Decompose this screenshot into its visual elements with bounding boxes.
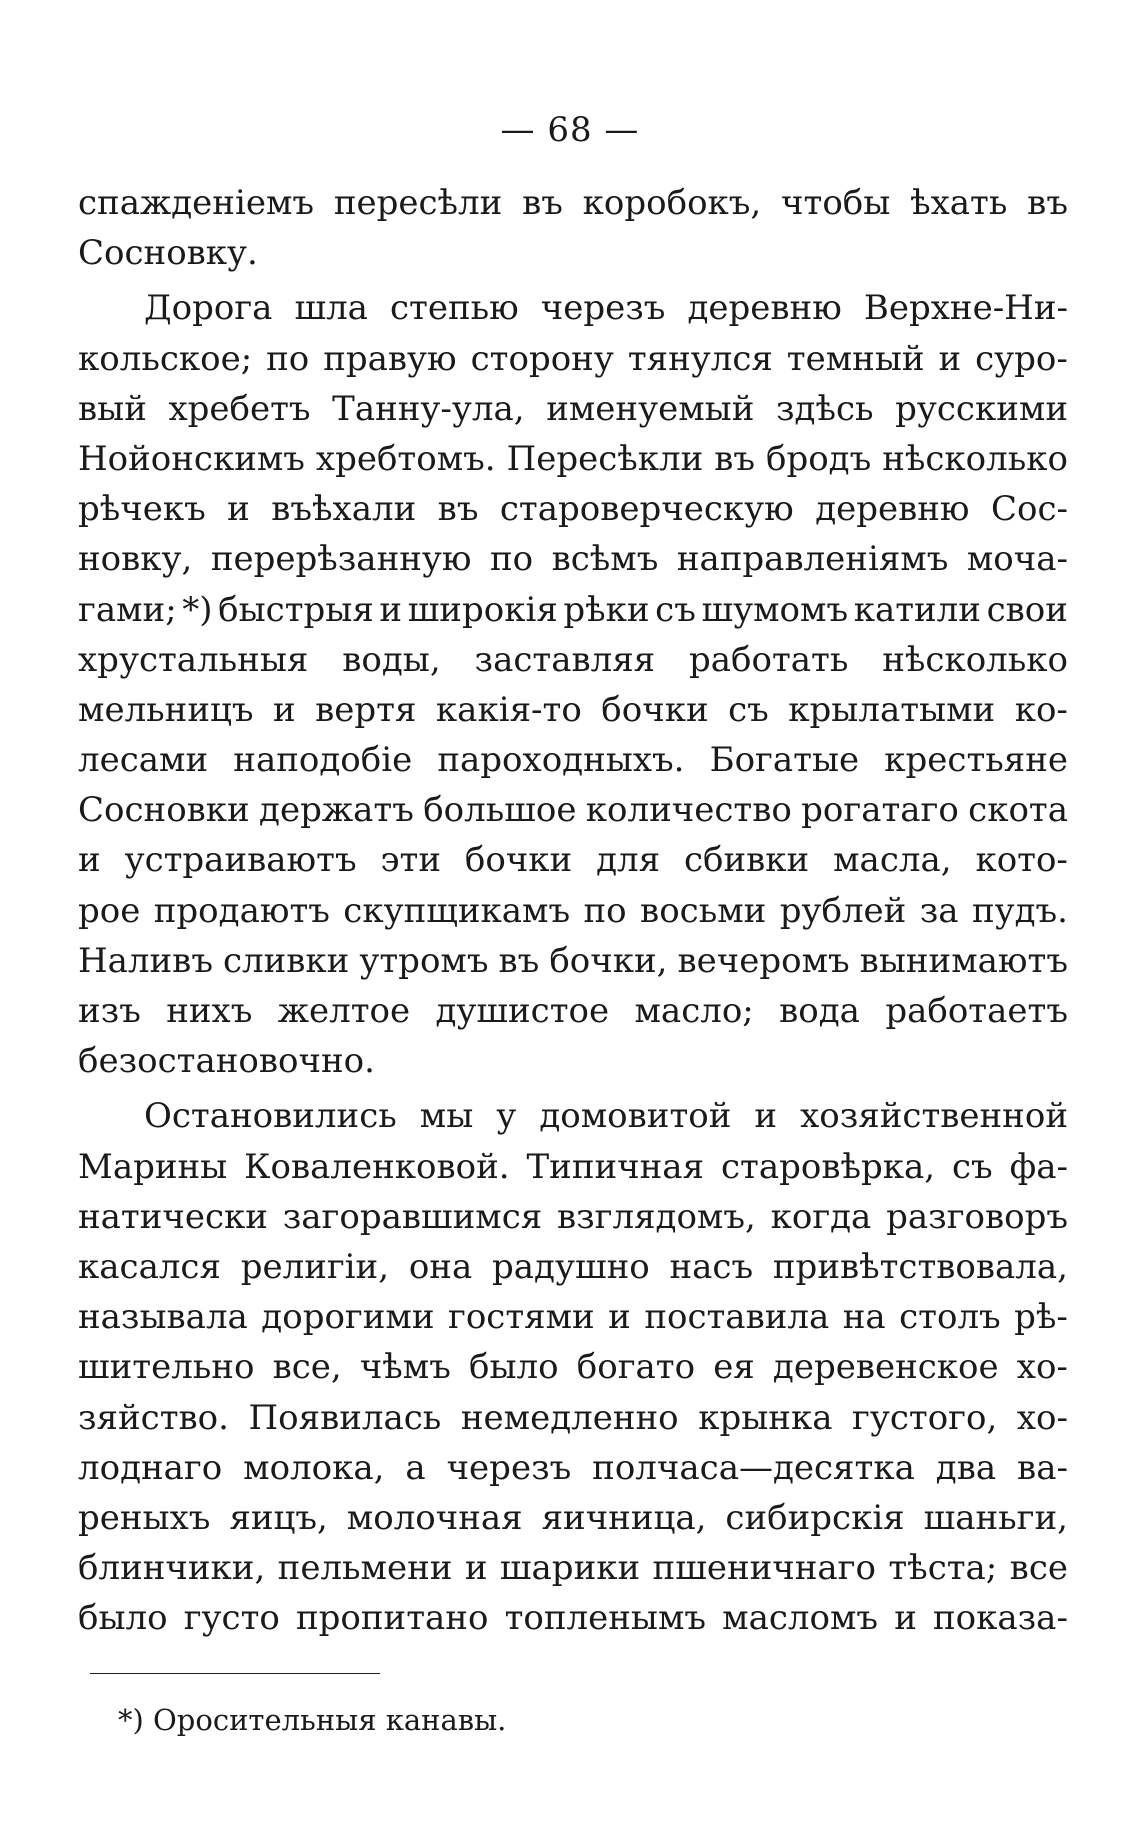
text-line: блинчики, пельмени и шарики пшеничнаго тѣста; все (78, 1548, 1068, 1589)
text-line: рѣчекъ и въѣхали въ староверческую деревню Сос- (78, 489, 1068, 530)
text-line: лоднаго молока, а черезъ полчаса—десятка два ва- (78, 1447, 1068, 1488)
text-line: Остановились мы у домовитой и хозяйственной (144, 1096, 1068, 1137)
text-line: хрустальныя воды, заставляя работать нѣсколько (78, 639, 1068, 680)
text-line: реныхъ яицъ, молочная яичница, сибирскія шаньги, (78, 1497, 1068, 1538)
text-line: касался религіи, она радушно насъ привѣтствовала, (78, 1246, 1068, 1287)
text-line: Наливъ сливки утромъ въ бочки, вечеромъ вынимаютъ (78, 940, 1068, 981)
paragraph (78, 283, 1068, 1086)
text-line: Сосновку. (78, 233, 258, 274)
text-line: рое продаютъ скупщикамъ по восьми рублей за пудъ. (78, 890, 1068, 931)
text-line: зяйство. Появилась немедленно крынка густого, хо- (78, 1397, 1068, 1438)
text-line: лесами наподобіе пароходныхъ. Богатые крестьяне (78, 740, 1068, 781)
paragraph (78, 1091, 1068, 1643)
text-line: вый хребетъ Танну-ула, именуемый здѣсь русскими (78, 388, 1068, 429)
text-line: и устраиваютъ эти бочки для сбивки масла, кото- (78, 840, 1068, 881)
text-line: Сосновки держатъ большое количество рогатаго скота (78, 790, 1068, 831)
paragraph (78, 178, 1068, 278)
footnote: *) Оросительныя канавы. (118, 1703, 507, 1737)
text-line: изъ нихъ желтое душистое масло; вода работаетъ (78, 991, 1068, 1031)
text-line: называла дорогими гостями и поставила на столъ рѣ- (78, 1297, 1068, 1338)
text-line: безостановочно. (78, 1041, 375, 1082)
text-line: Нойонскимъ хребтомъ. Пересѣкли въ бродъ нѣсколько (78, 438, 1068, 479)
text-line: Марины Коваленковой. Типичная старовѣрка, съ фа- (78, 1146, 1068, 1187)
body-text (78, 178, 1068, 1643)
text-line: спажденіемъ пересѣли въ коробокъ, чтобы ѣхать въ (78, 183, 1068, 223)
text-line: гами; *) быстрыя и широкія рѣки съ шумомъ катили свои (78, 589, 1068, 630)
text-line: Дорога шла степью черезъ деревню Верхне-Ни- (144, 288, 1068, 329)
text-line: было густо пропитано топленымъ масломъ и показа- (78, 1598, 1068, 1639)
text-line: шительно все, чѣмъ было богато ея деревенское хо- (78, 1347, 1068, 1388)
text-line: мельницъ и вертя какія-то бочки съ крылатыми ко- (78, 689, 1068, 730)
page-number: — 68 — (500, 110, 640, 150)
text-line: натически загоравшимся взглядомъ, когда разговоръ (78, 1196, 1068, 1237)
text-line: кольское; по правую сторону тянулся темный и суро- (78, 338, 1068, 379)
footnote-divider (90, 1673, 380, 1674)
text-line: новку, перерѣзанную по всѣмъ направленіямъ моча- (78, 539, 1068, 580)
